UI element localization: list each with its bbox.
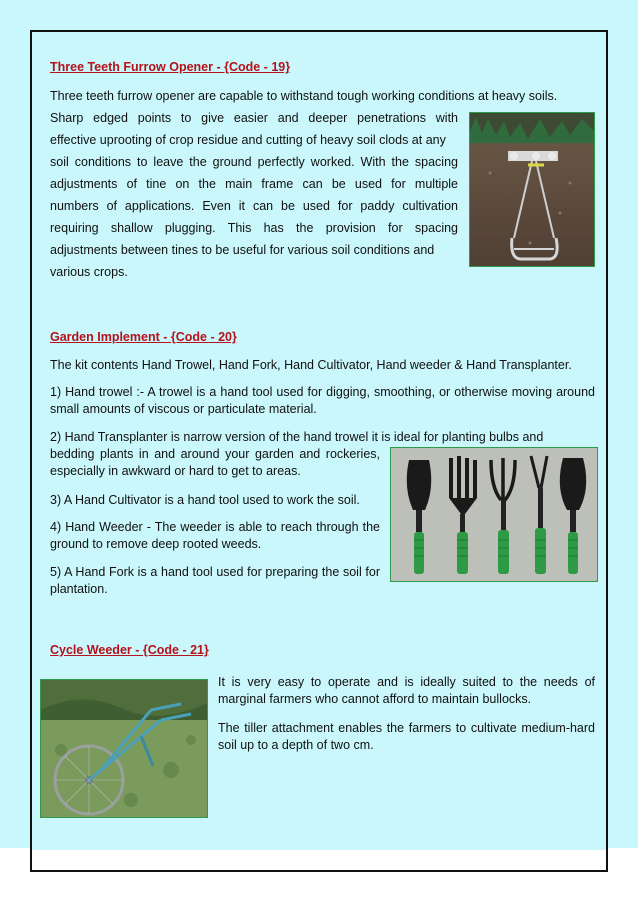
garden-item-transplanter-line1: 2) Hand Transplanter is narrow version of the hand trowel it is ideal for planting bulbs and: [50, 430, 544, 444]
furrow-opener-photo: [469, 112, 595, 267]
section-heading-garden-implement: Garden Implement - {Code - 20}: [50, 330, 237, 344]
furrow-line-5: adjustments of tine on the main frame can be used for multiple: [50, 177, 458, 191]
garden-item-hand-trowel: 1) Hand trowel :- A trowel is a hand tool used for digging, smoothing, or otherwise moving around small amounts of viscous or particulate material.: [50, 385, 595, 416]
furrow-line-7: requiring shallow plugging. This has the provision for spacing: [50, 221, 458, 235]
furrow-line-9: various crops.: [50, 265, 128, 279]
cycle-weeder-para-2: The tiller attachment enables the farmers to cultivate medium-hard soil up to a depth of two cm.: [218, 721, 595, 752]
cycle-weeder-photo: [40, 679, 208, 818]
furrow-line-6: numbers of applications. Even it can be used for paddy cultivation: [50, 199, 458, 213]
furrow-line-1: Three teeth furrow opener are capable to withstand tough working conditions at heavy soils.: [50, 89, 558, 103]
furrow-line-3: effective uprooting of crop residue and cutting of heavy soil clods at any: [50, 133, 446, 147]
furrow-line-8: adjustments between tines to be useful for various soil conditions and: [50, 243, 435, 257]
garden-item-transplanter: bedding plants in and around your garden and rockeries, especially in awkward or hard to get to areas.: [50, 447, 380, 478]
section-heading-cycle-weeder: Cycle Weeder - {Code - 21}: [50, 643, 209, 657]
section-heading-furrow-opener: Three Teeth Furrow Opener - {Code - 19}: [50, 60, 291, 74]
page-frame: [30, 30, 608, 872]
garden-item-cultivator: 3) A Hand Cultivator is a hand tool used to work the soil.: [50, 493, 360, 507]
furrow-line-2: Sharp edged points to give easier and deeper penetrations with: [50, 111, 458, 125]
garden-tools-photo: [390, 447, 598, 582]
garden-item-weeder: 4) Hand Weeder - The weeder is able to reach through the ground to remove deep rooted weeds.: [50, 520, 380, 551]
furrow-line-4: soil conditions to leave the ground perfectly worked. With the spacing: [50, 155, 458, 169]
garden-item-fork: 5) A Hand Fork is a hand tool used for preparing the soil for plantation.: [50, 565, 380, 596]
cycle-weeder-para-1: It is very easy to operate and is ideally suited to the needs of marginal farmers who cannot afford to maintain bullocks.: [218, 675, 595, 706]
garden-intro: The kit contents Hand Trowel, Hand Fork, Hand Cultivator, Hand weeder & Hand Transplanter.: [50, 358, 572, 372]
